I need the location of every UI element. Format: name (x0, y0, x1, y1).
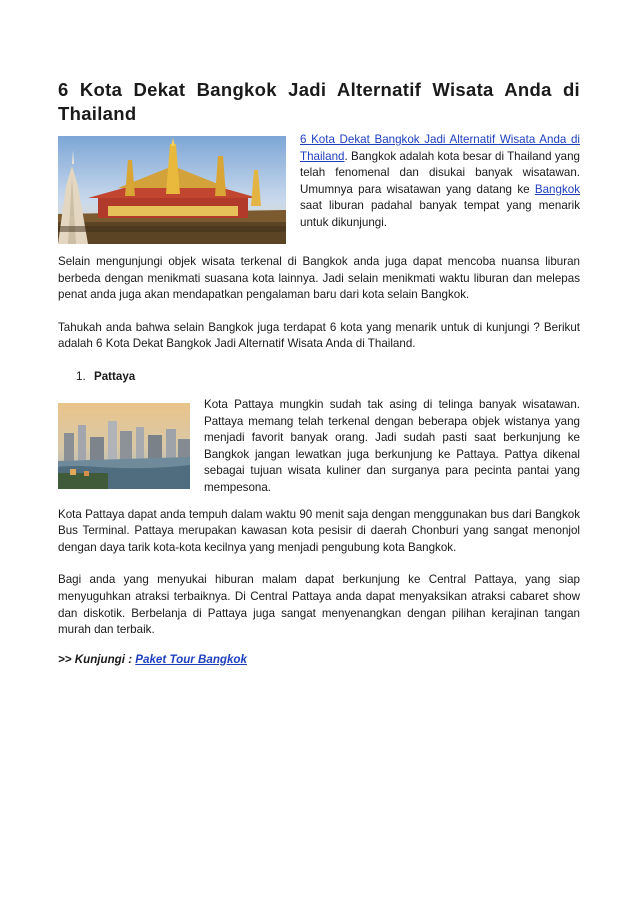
paragraph-2: Tahukah anda bahwa selain Bangkok juga terdapat 6 kota yang menarik untuk di kunjungi ? Berikut adalah 6 Kota Dekat Bangkok Jadi Alternatif Wisata Anda di Thailand. (58, 320, 580, 351)
bangkok-link[interactable]: Bangkok (534, 182, 580, 196)
visit-line: >> Kunjungi : Paket Tour Bangkok (58, 652, 247, 666)
pattaya-section (58, 397, 580, 497)
pattaya-paragraph: Kota Pattaya mungkin sudah tak asing di telinga banyak wisatawan. Pattaya memang telah terkenal dengan beberapa objek wistanya yang menjadi favorit banyak orang. Jadi sudah pasti saat berkunjung ke Bangkok jangan lewatkan juga berkunjung ke Pattaya. Pattya dikenal sebagai tujuan wisata kuliner dan surganya para pecinta pantai yang mempesona. (204, 397, 580, 494)
intro-section (58, 132, 580, 244)
list-item-pattaya (58, 369, 580, 385)
pattaya-city-image (58, 403, 190, 489)
paragraph-3: Kota Pattaya dapat anda tempuh dalam waktu 90 menit saja dengan menggunakan bus dari Bangkok Bus Terminal. Pattaya merupakan kawasan kota pesisir di daerah Chonburi yang sangat menonjol dengan daya tarik kota-kota kecilnya yang menjadi pengubung kota Bangkok. (58, 507, 580, 554)
article-title-link[interactable]: 6 Kota Dekat Bangkok Jadi Alternatif Wisata Anda di Thailand (300, 133, 580, 163)
list-label: Pattaya (94, 369, 136, 383)
paragraph-4: Bagi anda yang menyukai hiburan malam dapat berkunjung ke Central Pattaya, yang siap menyuguhkan atraksi terbaiknya. Di Central Pattaya anda dapat menyaksikan atraksi cabaret show dan diskotik. Berbelanja di Pattaya juga sangat menyenangkan dengan pilihan kerajinan tangan murah dan terbaik. (58, 573, 580, 637)
paragraph-1: Selain mengunjungi objek wisata terkenal di Bangkok anda juga dapat mencoba nuansa liburan berbeda dengan menikmati suasana kota lainnya. Jadi selain menikmati waktu liburan dan melepas penat anda juga akan mendapatkan pengalaman baru dari kota selain Bangkok. (58, 255, 580, 302)
tour-package-link[interactable]: Paket Tour Bangkok (135, 652, 247, 666)
intro-paragraph: 6 Kota Dekat Bangkok Jadi Alternatif Wisata Anda di Thailand. Bangkok adalah kota besar di Thailand yang telah fenomenal dan disukai banyak wisatawan. Umumnya para wisatawan yang datang ke Bangkok saat liburan padahal banyak tempat yang menarik untuk dikunjungi. (300, 133, 580, 229)
bangkok-temple-image (58, 136, 286, 244)
page-title: 6 Kota Dekat Bangkok Jadi Alternatif Wisata Anda di Thailand (58, 79, 580, 124)
document-page (58, 78, 580, 666)
list-number: 1. (76, 369, 86, 383)
